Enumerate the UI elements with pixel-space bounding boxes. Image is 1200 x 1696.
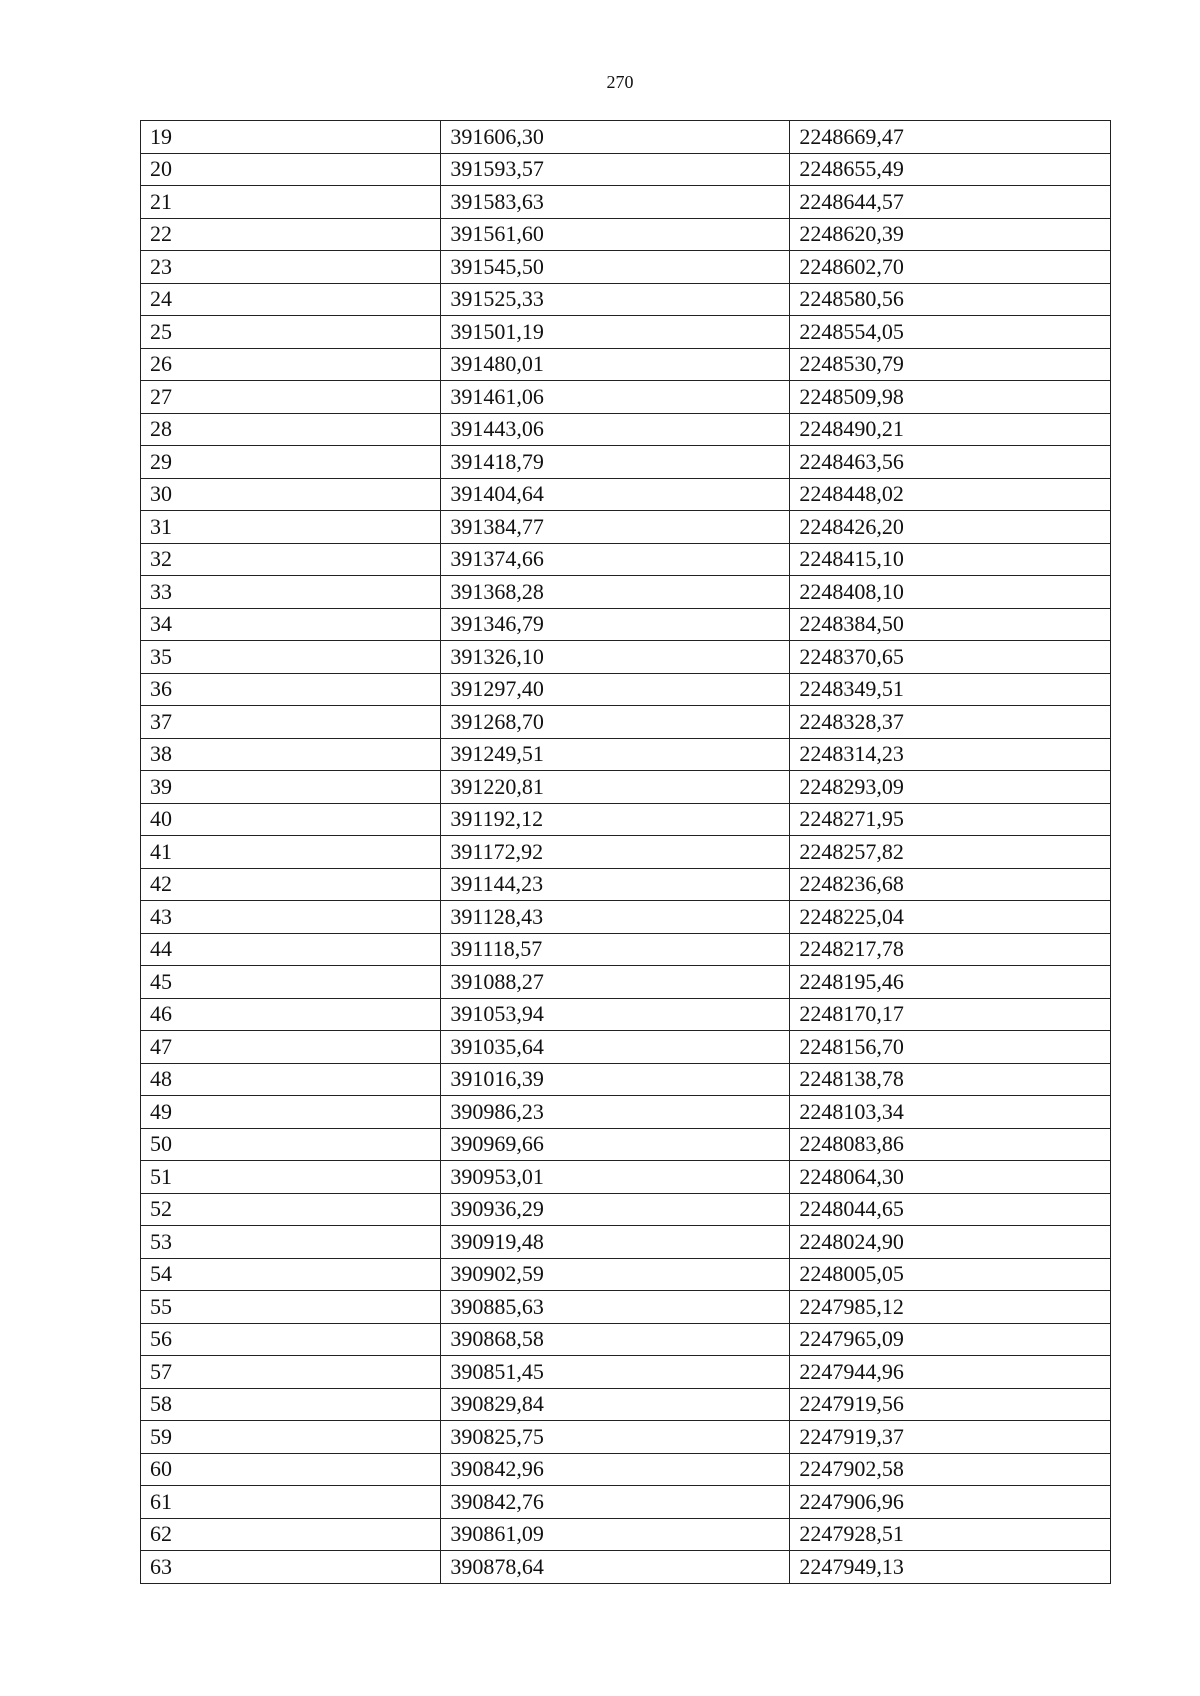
- point-number-cell: 35: [141, 641, 441, 674]
- x-coordinate-cell: 391016,39: [441, 1063, 790, 1096]
- y-coordinate-cell: 2247928,51: [790, 1518, 1111, 1551]
- table-row: [141, 1291, 1111, 1324]
- x-coordinate-cell: 391404,64: [441, 478, 790, 511]
- point-number-cell: 49: [141, 1096, 441, 1129]
- table-row: [141, 316, 1111, 349]
- y-coordinate-cell: 2247949,13: [790, 1551, 1111, 1584]
- table-row: [141, 121, 1111, 154]
- point-number-cell: 20: [141, 153, 441, 186]
- point-number-cell: 43: [141, 901, 441, 934]
- y-coordinate-cell: 2248005,05: [790, 1258, 1111, 1291]
- x-coordinate-cell: 390885,63: [441, 1291, 790, 1324]
- point-number-cell: 25: [141, 316, 441, 349]
- x-coordinate-cell: 391192,12: [441, 803, 790, 836]
- x-coordinate-cell: 391606,30: [441, 121, 790, 154]
- y-coordinate-cell: 2247965,09: [790, 1323, 1111, 1356]
- point-number-cell: 48: [141, 1063, 441, 1096]
- point-number-cell: 50: [141, 1128, 441, 1161]
- point-number-cell: 62: [141, 1518, 441, 1551]
- x-coordinate-cell: 391035,64: [441, 1031, 790, 1064]
- table-row: [141, 998, 1111, 1031]
- y-coordinate-cell: 2248328,37: [790, 706, 1111, 739]
- y-coordinate-cell: 2247944,96: [790, 1356, 1111, 1389]
- table-row: [141, 381, 1111, 414]
- y-coordinate-cell: 2248257,82: [790, 836, 1111, 869]
- point-number-cell: 38: [141, 738, 441, 771]
- y-coordinate-cell: 2248426,20: [790, 511, 1111, 544]
- point-number-cell: 41: [141, 836, 441, 869]
- x-coordinate-cell: 391220,81: [441, 771, 790, 804]
- table-row: [141, 901, 1111, 934]
- x-coordinate-cell: 390851,45: [441, 1356, 790, 1389]
- point-number-cell: 55: [141, 1291, 441, 1324]
- y-coordinate-cell: 2248384,50: [790, 608, 1111, 641]
- x-coordinate-cell: 390969,66: [441, 1128, 790, 1161]
- table-row: [141, 673, 1111, 706]
- point-number-cell: 29: [141, 446, 441, 479]
- table-row: [141, 771, 1111, 804]
- table-row: [141, 218, 1111, 251]
- y-coordinate-cell: 2248655,49: [790, 153, 1111, 186]
- table-row: [141, 1356, 1111, 1389]
- point-number-cell: 42: [141, 868, 441, 901]
- table-row: [141, 283, 1111, 316]
- point-number-cell: 59: [141, 1421, 441, 1454]
- y-coordinate-cell: 2248580,56: [790, 283, 1111, 316]
- y-coordinate-cell: 2247985,12: [790, 1291, 1111, 1324]
- x-coordinate-cell: 391461,06: [441, 381, 790, 414]
- point-number-cell: 21: [141, 186, 441, 219]
- table-row: [141, 348, 1111, 381]
- y-coordinate-cell: 2248314,23: [790, 738, 1111, 771]
- y-coordinate-cell: 2248170,17: [790, 998, 1111, 1031]
- point-number-cell: 56: [141, 1323, 441, 1356]
- x-coordinate-cell: 391501,19: [441, 316, 790, 349]
- point-number-cell: 39: [141, 771, 441, 804]
- table-row: [141, 153, 1111, 186]
- point-number-cell: 57: [141, 1356, 441, 1389]
- x-coordinate-cell: 390861,09: [441, 1518, 790, 1551]
- y-coordinate-cell: 2248044,65: [790, 1193, 1111, 1226]
- table-row: [141, 933, 1111, 966]
- y-coordinate-cell: 2248138,78: [790, 1063, 1111, 1096]
- table-row: [141, 446, 1111, 479]
- table-row: [141, 1518, 1111, 1551]
- point-number-cell: 51: [141, 1161, 441, 1194]
- y-coordinate-cell: 2248509,98: [790, 381, 1111, 414]
- x-coordinate-cell: 391172,92: [441, 836, 790, 869]
- point-number-cell: 23: [141, 251, 441, 284]
- table-row: [141, 1031, 1111, 1064]
- x-coordinate-cell: 390842,76: [441, 1486, 790, 1519]
- x-coordinate-cell: 391384,77: [441, 511, 790, 544]
- point-number-cell: 61: [141, 1486, 441, 1519]
- y-coordinate-cell: 2248370,65: [790, 641, 1111, 674]
- y-coordinate-cell: 2248024,90: [790, 1226, 1111, 1259]
- point-number-cell: 45: [141, 966, 441, 999]
- y-coordinate-cell: 2248620,39: [790, 218, 1111, 251]
- x-coordinate-cell: 391374,66: [441, 543, 790, 576]
- x-coordinate-cell: 390902,59: [441, 1258, 790, 1291]
- point-number-cell: 22: [141, 218, 441, 251]
- table-row: [141, 1063, 1111, 1096]
- y-coordinate-cell: 2248644,57: [790, 186, 1111, 219]
- x-coordinate-cell: 391297,40: [441, 673, 790, 706]
- table-row: [141, 413, 1111, 446]
- x-coordinate-cell: 390878,64: [441, 1551, 790, 1584]
- x-coordinate-cell: 391249,51: [441, 738, 790, 771]
- x-coordinate-cell: 391128,43: [441, 901, 790, 934]
- x-coordinate-cell: 391443,06: [441, 413, 790, 446]
- table-row: [141, 608, 1111, 641]
- x-coordinate-cell: 390936,29: [441, 1193, 790, 1226]
- table-row: [141, 543, 1111, 576]
- point-number-cell: 40: [141, 803, 441, 836]
- y-coordinate-cell: 2247919,37: [790, 1421, 1111, 1454]
- table-row: [141, 1421, 1111, 1454]
- x-coordinate-cell: 391144,23: [441, 868, 790, 901]
- x-coordinate-cell: 391583,63: [441, 186, 790, 219]
- coordinates-table: [140, 120, 1111, 1584]
- y-coordinate-cell: 2248064,30: [790, 1161, 1111, 1194]
- y-coordinate-cell: 2247902,58: [790, 1453, 1111, 1486]
- table-row: [141, 1258, 1111, 1291]
- y-coordinate-cell: 2248217,78: [790, 933, 1111, 966]
- point-number-cell: 31: [141, 511, 441, 544]
- table-row: [141, 1551, 1111, 1584]
- y-coordinate-cell: 2248415,10: [790, 543, 1111, 576]
- x-coordinate-cell: 390919,48: [441, 1226, 790, 1259]
- x-coordinate-cell: 391480,01: [441, 348, 790, 381]
- table-row: [141, 1323, 1111, 1356]
- point-number-cell: 27: [141, 381, 441, 414]
- y-coordinate-cell: 2248156,70: [790, 1031, 1111, 1064]
- table-row: [141, 511, 1111, 544]
- x-coordinate-cell: 391118,57: [441, 933, 790, 966]
- y-coordinate-cell: 2248408,10: [790, 576, 1111, 609]
- x-coordinate-cell: 390825,75: [441, 1421, 790, 1454]
- x-coordinate-cell: 391346,79: [441, 608, 790, 641]
- y-coordinate-cell: 2248490,21: [790, 413, 1111, 446]
- y-coordinate-cell: 2248530,79: [790, 348, 1111, 381]
- table-row: [141, 1388, 1111, 1421]
- table-row: [141, 868, 1111, 901]
- y-coordinate-cell: 2248225,04: [790, 901, 1111, 934]
- table-row: [141, 576, 1111, 609]
- point-number-cell: 26: [141, 348, 441, 381]
- table-row: [141, 1128, 1111, 1161]
- point-number-cell: 52: [141, 1193, 441, 1226]
- y-coordinate-cell: 2248602,70: [790, 251, 1111, 284]
- y-coordinate-cell: 2248271,95: [790, 803, 1111, 836]
- point-number-cell: 44: [141, 933, 441, 966]
- table-row: [141, 641, 1111, 674]
- point-number-cell: 36: [141, 673, 441, 706]
- point-number-cell: 30: [141, 478, 441, 511]
- y-coordinate-cell: 2248236,68: [790, 868, 1111, 901]
- table-row: [141, 251, 1111, 284]
- table-row: [141, 836, 1111, 869]
- y-coordinate-cell: 2248669,47: [790, 121, 1111, 154]
- y-coordinate-cell: 2248554,05: [790, 316, 1111, 349]
- x-coordinate-cell: 390829,84: [441, 1388, 790, 1421]
- point-number-cell: 58: [141, 1388, 441, 1421]
- table-row: [141, 706, 1111, 739]
- table-row: [141, 1453, 1111, 1486]
- x-coordinate-cell: 391268,70: [441, 706, 790, 739]
- table-row: [141, 738, 1111, 771]
- coordinates-table-body: [141, 121, 1111, 1584]
- point-number-cell: 33: [141, 576, 441, 609]
- point-number-cell: 46: [141, 998, 441, 1031]
- x-coordinate-cell: 390953,01: [441, 1161, 790, 1194]
- y-coordinate-cell: 2248083,86: [790, 1128, 1111, 1161]
- point-number-cell: 60: [141, 1453, 441, 1486]
- table-row: [141, 186, 1111, 219]
- table-row: [141, 478, 1111, 511]
- table-row: [141, 1096, 1111, 1129]
- x-coordinate-cell: 390868,58: [441, 1323, 790, 1356]
- point-number-cell: 28: [141, 413, 441, 446]
- y-coordinate-cell: 2248448,02: [790, 478, 1111, 511]
- x-coordinate-cell: 391525,33: [441, 283, 790, 316]
- x-coordinate-cell: 391561,60: [441, 218, 790, 251]
- table-row: [141, 1193, 1111, 1226]
- point-number-cell: 53: [141, 1226, 441, 1259]
- table-row: [141, 1161, 1111, 1194]
- point-number-cell: 63: [141, 1551, 441, 1584]
- y-coordinate-cell: 2248195,46: [790, 966, 1111, 999]
- table-row: [141, 1486, 1111, 1519]
- table-row: [141, 803, 1111, 836]
- x-coordinate-cell: 391326,10: [441, 641, 790, 674]
- x-coordinate-cell: 391368,28: [441, 576, 790, 609]
- x-coordinate-cell: 391088,27: [441, 966, 790, 999]
- point-number-cell: 54: [141, 1258, 441, 1291]
- y-coordinate-cell: 2248463,56: [790, 446, 1111, 479]
- table-row: [141, 1226, 1111, 1259]
- point-number-cell: 19: [141, 121, 441, 154]
- y-coordinate-cell: 2247919,56: [790, 1388, 1111, 1421]
- x-coordinate-cell: 391593,57: [441, 153, 790, 186]
- point-number-cell: 34: [141, 608, 441, 641]
- page-number: 270: [606, 72, 634, 92]
- point-number-cell: 37: [141, 706, 441, 739]
- x-coordinate-cell: 391053,94: [441, 998, 790, 1031]
- point-number-cell: 32: [141, 543, 441, 576]
- y-coordinate-cell: 2248103,34: [790, 1096, 1111, 1129]
- point-number-cell: 24: [141, 283, 441, 316]
- y-coordinate-cell: 2247906,96: [790, 1486, 1111, 1519]
- x-coordinate-cell: 391418,79: [441, 446, 790, 479]
- x-coordinate-cell: 391545,50: [441, 251, 790, 284]
- point-number-cell: 47: [141, 1031, 441, 1064]
- y-coordinate-cell: 2248293,09: [790, 771, 1111, 804]
- x-coordinate-cell: 390986,23: [441, 1096, 790, 1129]
- y-coordinate-cell: 2248349,51: [790, 673, 1111, 706]
- x-coordinate-cell: 390842,96: [441, 1453, 790, 1486]
- table-row: [141, 966, 1111, 999]
